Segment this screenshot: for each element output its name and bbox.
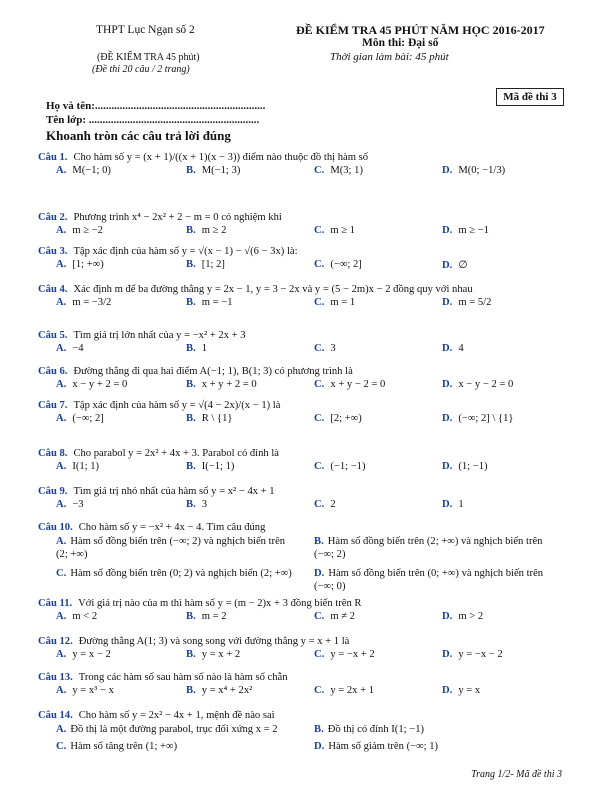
option-letter: D. xyxy=(314,741,325,752)
exam-code-box: Mã đề thi 3 xyxy=(496,88,564,106)
option-letter: D. xyxy=(442,611,453,622)
option-letter: C. xyxy=(314,611,325,622)
answer-option[interactable] xyxy=(186,379,257,390)
answer-option[interactable] xyxy=(56,259,104,270)
answer-option[interactable] xyxy=(186,649,240,660)
option-letter: A. xyxy=(56,611,67,622)
answer-option[interactable] xyxy=(314,413,362,424)
option-letter: B. xyxy=(186,413,196,424)
option-letter: A. xyxy=(56,413,67,424)
option-letter: D. xyxy=(442,260,453,271)
option-text: Hàm số đồng biến trên (−∞; 2) và nghịch biến trên (2; +∞) xyxy=(56,536,286,560)
option-text: (−∞; 2] xyxy=(330,259,362,270)
duration: Thời gian làm bài: 45 phút xyxy=(330,51,449,63)
option-text: 1 xyxy=(458,499,464,510)
option-text: [1; 2] xyxy=(201,259,225,270)
answer-option[interactable] xyxy=(314,723,552,736)
answer-option[interactable] xyxy=(56,379,127,390)
answer-option[interactable] xyxy=(56,499,84,510)
option-letter: A. xyxy=(56,259,67,270)
exam-type: (ĐỀ KIỂM TRA 45 phút) xyxy=(97,52,200,63)
option-letter: D. xyxy=(442,413,453,424)
answer-option[interactable] xyxy=(56,611,97,622)
question xyxy=(38,400,578,427)
option-letter: A. xyxy=(56,225,67,236)
option-letter: B. xyxy=(186,259,196,270)
option-letter: C. xyxy=(314,461,325,472)
option-letter: A. xyxy=(56,165,67,176)
option-letter: B. xyxy=(186,461,196,472)
option-letter: D. xyxy=(442,379,453,390)
option-letter: A. xyxy=(56,724,67,735)
option-letter: B. xyxy=(186,611,196,622)
answer-option[interactable] xyxy=(314,225,355,236)
option-letter: C. xyxy=(314,343,325,354)
option-text: x − y + 2 = 0 xyxy=(72,379,128,390)
answer-option[interactable] xyxy=(314,461,366,472)
option-letter: D. xyxy=(442,343,453,354)
answer-option[interactable] xyxy=(314,611,355,622)
question-number: Câu 4. xyxy=(38,284,68,295)
subject: Môn thi: Đại số xyxy=(362,37,439,49)
question-text: Tập xác định của hàm số y = √(x − 1) − √(6 − 3x) là: xyxy=(73,246,298,257)
option-text: I(1; 1) xyxy=(72,461,100,472)
question-number: Câu 9. xyxy=(38,486,68,497)
option-text: (−∞; 2] xyxy=(72,413,104,424)
answer-option[interactable] xyxy=(186,461,234,472)
answer-option[interactable] xyxy=(56,343,84,354)
option-text: Hàm số tăng trên (1; +∞) xyxy=(70,741,178,752)
answer-option[interactable] xyxy=(442,649,503,660)
answer-option[interactable] xyxy=(56,649,111,660)
question xyxy=(38,366,578,393)
option-letter: C. xyxy=(314,165,325,176)
option-letter: A. xyxy=(56,685,67,696)
option-letter: B. xyxy=(314,536,324,547)
option-text: 3 xyxy=(201,499,208,510)
question-number: Câu 6. xyxy=(38,366,68,377)
question-number: Câu 7. xyxy=(38,400,68,411)
page-footer: Trang 1/2- Mã đề thi 3 xyxy=(471,769,562,780)
option-letter: B. xyxy=(186,685,196,696)
answer-option[interactable] xyxy=(442,165,505,176)
answer-option[interactable] xyxy=(56,723,294,736)
option-letter: A. xyxy=(56,536,67,547)
option-text: Hàm số giảm trên (−∞; 1) xyxy=(328,741,439,752)
question-text: Tìm giá trị lớn nhất của y = −x² + 2x + 3 xyxy=(73,330,246,341)
option-text: m ≥ −1 xyxy=(458,225,489,236)
option-text: Hàm số đồng biến trên (0; 2) và nghịch biến (2; +∞) xyxy=(70,568,292,579)
answer-option[interactable] xyxy=(186,225,226,236)
answer-option[interactable] xyxy=(56,297,111,308)
answer-option[interactable] xyxy=(186,499,207,510)
exam-scope: (Đề thi 20 câu / 2 trang) xyxy=(92,64,190,75)
question-text: Tập xác định của hàm số y = √(4 − 2x)/(x − 1) là xyxy=(73,400,281,411)
option-text: (−1; −1) xyxy=(330,461,366,472)
option-text: m = 2 xyxy=(201,611,227,622)
option-letter: C. xyxy=(56,741,67,752)
option-letter: D. xyxy=(442,461,453,472)
option-text: y = 2x + 1 xyxy=(330,685,375,696)
question-number: Câu 8. xyxy=(38,448,68,459)
question-text: Đường thẳng A(1; 3) và song song với đường thẳng y = x + 1 là xyxy=(78,636,350,647)
option-text: 3 xyxy=(330,343,336,354)
answer-option[interactable] xyxy=(442,379,513,390)
option-text: 1 xyxy=(201,343,208,354)
answer-option[interactable] xyxy=(186,259,225,270)
option-letter: A. xyxy=(56,649,67,660)
question-text: Xác định m để ba đường thẳng y = 2x − 1, y = 3 − 2x và y = (5 − 2m)x − 2 đồng quy với nhau xyxy=(73,284,473,295)
question-number: Câu 10. xyxy=(38,522,73,533)
question-number: Câu 5. xyxy=(38,330,68,341)
answer-option[interactable] xyxy=(442,225,489,236)
answer-option[interactable] xyxy=(442,499,464,510)
option-letter: A. xyxy=(56,343,67,354)
answer-option[interactable] xyxy=(314,259,362,270)
answer-option[interactable] xyxy=(314,297,355,308)
option-text: y = x⁴ + 2x² xyxy=(201,685,253,696)
option-text: m ≥ −2 xyxy=(72,225,103,236)
question xyxy=(38,448,578,475)
option-text: M(3; 1) xyxy=(330,165,363,176)
question-number: Câu 14. xyxy=(38,710,73,721)
answer-option[interactable] xyxy=(186,297,233,308)
student-name-field[interactable]: Họ và tên:.............................................................. xyxy=(46,100,266,112)
question xyxy=(38,152,578,179)
option-text: m ≠ 2 xyxy=(330,611,355,622)
question-text: Cho parabol y = 2x² + 4x + 3. Parabol có đỉnh là xyxy=(73,448,280,459)
answer-option[interactable] xyxy=(186,413,233,424)
option-letter: C. xyxy=(314,685,325,696)
question xyxy=(38,284,578,311)
option-letter: D. xyxy=(314,568,325,579)
option-letter: C. xyxy=(314,413,325,424)
option-text: [2; +∞) xyxy=(330,413,362,424)
option-letter: B. xyxy=(186,297,196,308)
option-text: y = x xyxy=(458,685,481,696)
option-text: −3 xyxy=(72,499,84,510)
answer-option[interactable] xyxy=(314,343,336,354)
option-text: m = 5/2 xyxy=(458,297,492,308)
answer-option[interactable] xyxy=(56,535,294,561)
answer-option[interactable] xyxy=(314,379,385,390)
option-text: Hàm số đồng biến trên (2; +∞) và nghịch biến trên (−∞; 2) xyxy=(314,536,543,560)
answer-option[interactable] xyxy=(186,611,227,622)
option-text: ∅ xyxy=(458,260,468,271)
option-text: y = −x − 2 xyxy=(458,649,503,660)
option-text: m = 1 xyxy=(330,297,356,308)
option-letter: A. xyxy=(56,461,67,472)
option-text: (1; −1) xyxy=(458,461,488,472)
option-text: (−∞; 2] \ {1} xyxy=(458,413,514,424)
option-letter: C. xyxy=(314,225,325,236)
question xyxy=(38,636,578,663)
option-text: m = −1 xyxy=(201,297,233,308)
option-letter: C. xyxy=(56,568,67,579)
question-number: Câu 11. xyxy=(38,598,73,609)
question-text: Cho hàm số y = (x + 1)/((x + 1)(x − 3)) điểm nào thuộc đồ thị hàm số xyxy=(73,152,369,163)
option-letter: C. xyxy=(314,379,325,390)
question-text: Phương trình x⁴ − 2x² + 2 − m = 0 có nghiệm khi xyxy=(73,212,282,223)
option-text: Đồ thị có đỉnh I(1; −1) xyxy=(327,724,425,735)
option-letter: A. xyxy=(56,499,67,510)
option-letter: D. xyxy=(442,685,453,696)
option-text: y = −x + 2 xyxy=(330,649,375,660)
answer-option[interactable] xyxy=(442,413,514,424)
option-text: Hàm số đồng biến trên (0; +∞) và nghịch biến trên (−∞; 0) xyxy=(314,568,544,592)
option-letter: B. xyxy=(186,165,196,176)
answer-option[interactable] xyxy=(314,165,363,176)
answer-option[interactable] xyxy=(56,461,99,472)
question xyxy=(38,486,578,513)
question-text: Đường thẳng đi qua hai điểm A(−1; 1), B(1; 3) có phương trình là xyxy=(73,366,353,377)
option-text: R \ {1} xyxy=(201,413,233,424)
option-letter: D. xyxy=(442,165,453,176)
question xyxy=(38,522,578,597)
option-text: x + y − 2 = 0 xyxy=(330,379,386,390)
question xyxy=(38,212,578,239)
option-letter: A. xyxy=(56,379,67,390)
option-letter: C. xyxy=(314,297,325,308)
school-name: THPT Lục Ngạn số 2 xyxy=(96,24,195,36)
question-text: Cho hàm số y = −x² + 4x − 4. Tìm câu đúng xyxy=(78,522,266,533)
answer-option[interactable] xyxy=(56,225,103,236)
question-text: Cho hàm số y = 2x² − 4x + 1, mệnh đề nào sai xyxy=(78,710,275,721)
answer-option[interactable] xyxy=(314,535,552,561)
option-letter: D. xyxy=(442,649,453,660)
option-text: 4 xyxy=(458,343,464,354)
option-text: m ≥ 2 xyxy=(201,225,227,236)
option-letter: C. xyxy=(314,259,325,270)
option-letter: D. xyxy=(442,225,453,236)
option-text: y = x + 2 xyxy=(201,649,241,660)
option-text: M(0; −1/3) xyxy=(458,165,506,176)
answer-option[interactable] xyxy=(186,343,207,354)
question xyxy=(38,710,578,755)
option-letter: D. xyxy=(442,499,453,510)
question-text: Trong các hàm số sau hàm số nào là hàm số chẵn xyxy=(78,672,288,683)
option-letter: B. xyxy=(186,225,196,236)
instruction: Khoanh tròn các câu trả lời đúng xyxy=(46,128,231,143)
answer-option[interactable] xyxy=(56,740,294,753)
answer-option[interactable] xyxy=(442,297,491,308)
answer-option[interactable] xyxy=(186,685,252,696)
option-letter: B. xyxy=(314,724,324,735)
option-text: m ≥ 1 xyxy=(330,225,355,236)
answer-option[interactable] xyxy=(442,343,464,354)
answer-option[interactable] xyxy=(56,685,114,696)
question xyxy=(38,246,578,273)
option-text: y = x − 2 xyxy=(72,649,111,660)
answer-option[interactable] xyxy=(442,259,468,271)
answer-option[interactable] xyxy=(314,740,552,753)
option-text: y = x³ − x xyxy=(72,685,114,696)
question-number: Câu 12. xyxy=(38,636,73,647)
question-number: Câu 1. xyxy=(38,152,68,163)
answer-option[interactable] xyxy=(186,165,240,176)
answer-option[interactable] xyxy=(442,461,488,472)
option-text: M(−1; 0) xyxy=(72,165,111,176)
option-text: m > 2 xyxy=(458,611,484,622)
answer-option[interactable] xyxy=(442,685,480,696)
question xyxy=(38,598,578,625)
answer-option[interactable] xyxy=(314,649,375,660)
answer-option[interactable] xyxy=(56,413,104,424)
option-letter: C. xyxy=(314,649,325,660)
answer-option[interactable] xyxy=(314,499,336,510)
option-text: −4 xyxy=(72,343,84,354)
option-text: [1; +∞) xyxy=(72,259,104,270)
answer-option[interactable] xyxy=(56,567,294,580)
answer-option[interactable] xyxy=(442,611,483,622)
answer-option[interactable] xyxy=(314,685,374,696)
question-number: Câu 13. xyxy=(38,672,73,683)
option-text: I(−1; 1) xyxy=(201,461,235,472)
question-number: Câu 3. xyxy=(38,246,68,257)
option-letter: A. xyxy=(56,297,67,308)
option-letter: B. xyxy=(186,343,196,354)
option-letter: B. xyxy=(186,499,196,510)
option-letter: C. xyxy=(314,499,325,510)
answer-option[interactable] xyxy=(56,165,111,176)
option-text: 2 xyxy=(330,499,336,510)
option-letter: B. xyxy=(186,649,196,660)
option-text: Đồ thị là một đường parabol, trục đối xứng x = 2 xyxy=(70,724,278,735)
answer-option[interactable] xyxy=(314,567,552,593)
option-letter: D. xyxy=(442,297,453,308)
question-text: Với giá trị nào của m thì hàm số y = (m − 2)x + 3 đồng biến trên R xyxy=(78,598,362,609)
option-text: x − y − 2 = 0 xyxy=(458,379,514,390)
option-text: m < 2 xyxy=(72,611,98,622)
option-text: m = −3/2 xyxy=(72,297,112,308)
question xyxy=(38,672,578,699)
exam-title: ĐỀ KIỂM TRA 45 PHÚT NĂM HỌC 2016-2017 xyxy=(296,23,545,37)
question-text: Tìm giá trị nhỏ nhất của hàm số y = x² − 4x + 1 xyxy=(73,486,275,497)
question-number: Câu 2. xyxy=(38,212,68,223)
option-letter: B. xyxy=(186,379,196,390)
question xyxy=(38,330,578,357)
option-text: x + y + 2 = 0 xyxy=(201,379,257,390)
class-field[interactable]: Tên lớp: .............................................................. xyxy=(46,114,260,126)
option-text: M(−1; 3) xyxy=(201,165,241,176)
